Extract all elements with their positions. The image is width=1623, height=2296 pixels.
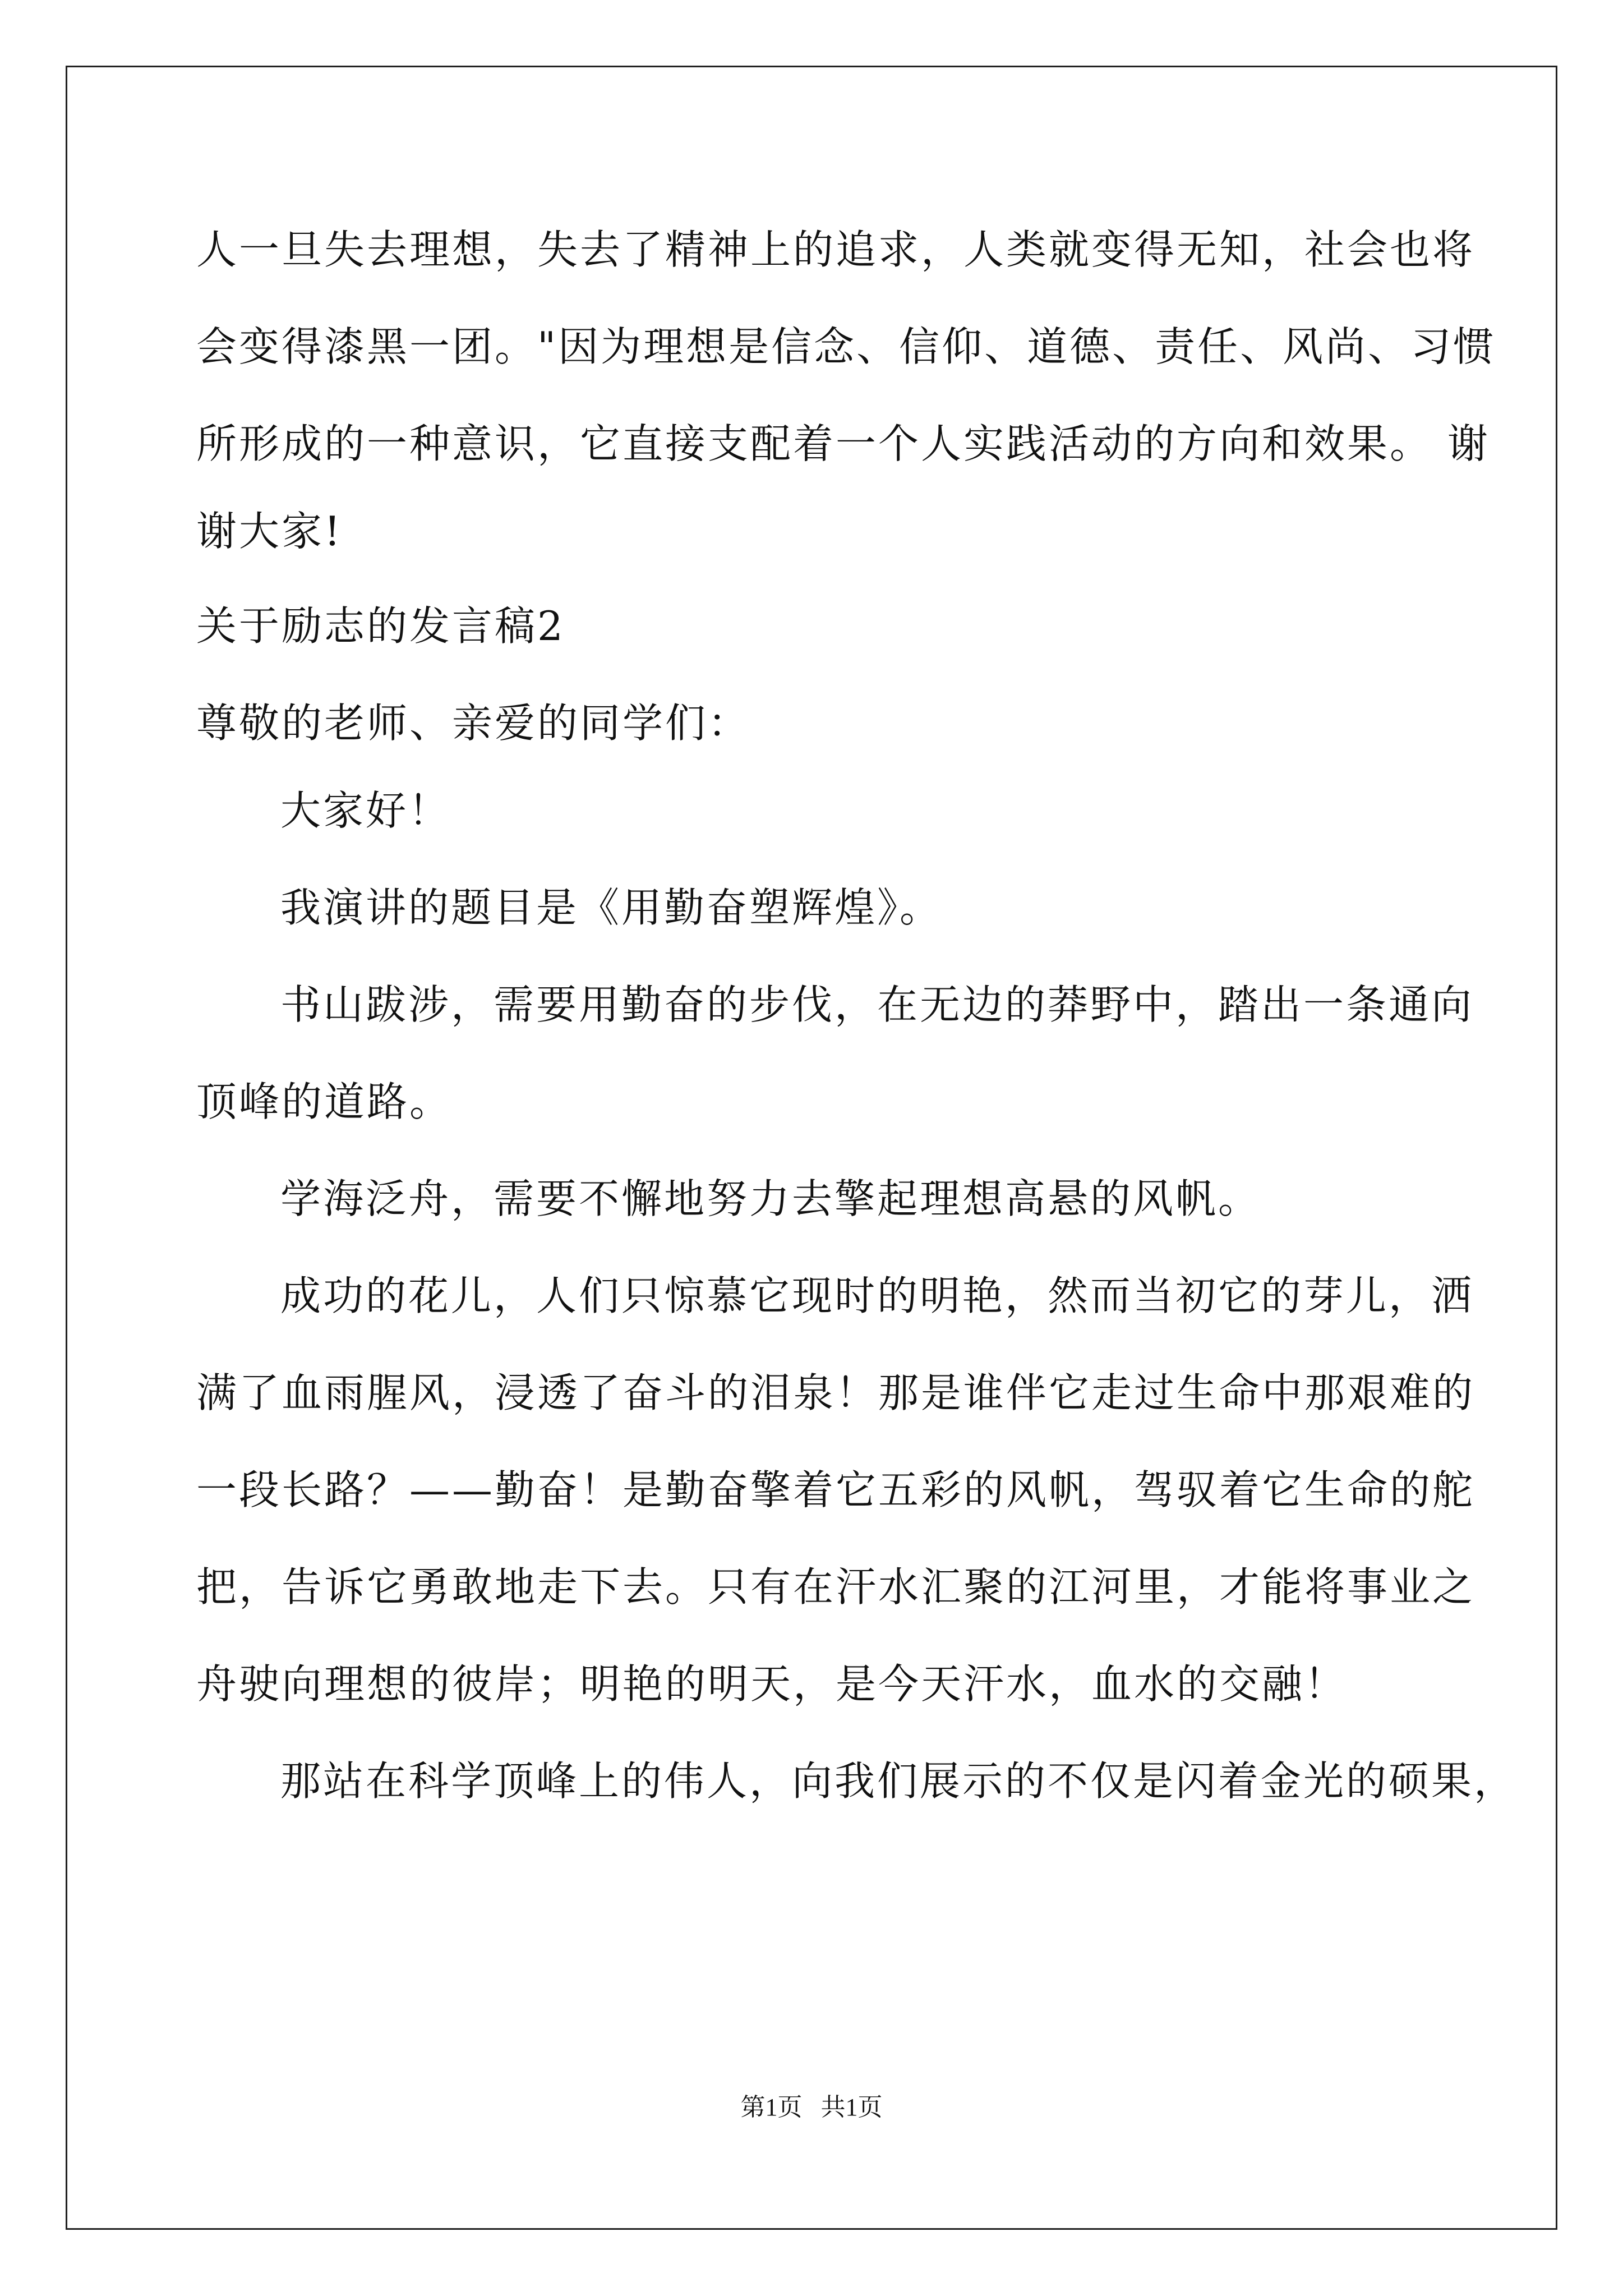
paragraph-2: 学海泛舟，需要不懈地努力去擎起理想高悬的风帆。 <box>280 1175 1261 1222</box>
paragraph-3-line-5: 舟驶向理想的彼岸；明艳的明天，是今天汗水，血水的交融！ <box>196 1660 1348 1708</box>
greeting: 大家好！ <box>280 787 451 834</box>
paragraph-3-line-2: 满了血雨腥风，浸透了奋斗的泪泉！那是谁伴它走过生命中那艰难的 <box>196 1369 1476 1416</box>
paragraph-1-line-1: 书山跋涉，需要用勤奋的步伐，在无边的莽野中，踏出一条通向 <box>280 981 1474 1028</box>
page-border <box>66 66 1557 2230</box>
paragraph-4-line-1: 那站在科学顶峰上的伟人，向我们展示的不仅是闪着金光的硕果， <box>280 1757 1517 1805</box>
paragraph-1-line-2: 顶峰的道路。 <box>196 1078 453 1125</box>
section-heading: 关于励志的发言稿2 <box>196 602 565 650</box>
paragraph-3-line-4: 把，告诉它勇敢地走下去。只有在汗水汇聚的江河里，才能将事业之 <box>196 1563 1476 1611</box>
text-line-4: 谢大家! <box>196 508 343 555</box>
text-line-3: 所形成的一种意识，它直接支配着一个人实践活动的方向和效果。 谢 <box>196 420 1490 467</box>
paragraph-3-line-3: 一段长路？——勤奋！是勤奋擎着它五彩的风帆，驾驭着它生命的舵 <box>196 1466 1476 1513</box>
paragraph-3-line-1: 成功的花儿，人们只惊慕它现时的明艳，然而当初它的芽儿，洒 <box>280 1272 1474 1319</box>
speech-topic: 我演讲的题目是《用勤奋塑辉煌》。 <box>280 884 943 931</box>
text-line-1: 人一旦失去理想，失去了精神上的追求，人类就变得无知，社会也将 <box>196 226 1476 273</box>
text-line-2: 会变得漆黑一团。"因为理想是信念、信仰、道德、责任、风尚、习惯 <box>196 323 1496 370</box>
salutation: 尊敬的老师、亲爱的同学们： <box>196 700 751 747</box>
page-footer: 第1页 共1页 <box>740 2093 883 2121</box>
